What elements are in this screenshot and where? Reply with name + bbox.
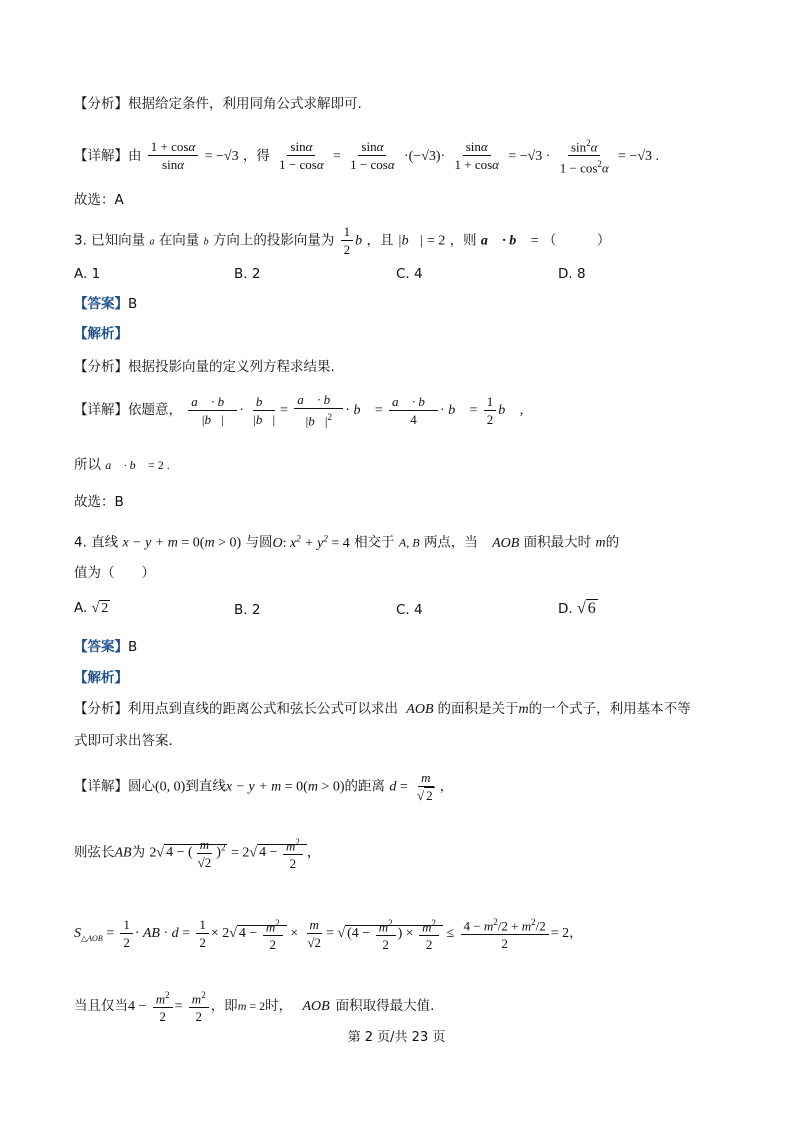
option-c: C. 4 [396,602,423,618]
formula: = 2 [550,926,570,942]
formula: = [280,403,288,419]
formula-fraction: $\frac{\sin\alpha}{1 + \cos\alpha}$ [454,139,499,173]
chord-line-4 [74,835,320,871]
choice-text: 故选：B [74,494,124,510]
vector-a: a [149,236,155,248]
formula: m = 2 [237,999,266,1014]
final-text: 当且仅当 [74,998,128,1015]
q3-stem-f: （ ） [542,232,611,249]
formula-fraction: $\frac{1}{2}$ [341,224,354,257]
analysis-text: 【分析】利用点到直线的距离公式和弦长公式可以求出 [74,701,398,717]
q4-stem-c: 相交于 [354,534,395,551]
area-line-4 [74,915,583,952]
choice-line-1 [74,190,124,210]
chord-text: 为 [131,844,146,861]
formula: 2√ 4 − ( $\frac{m}{√2}$ )$^2$ = 2√ 4 − $\frac{m^2}{2}$ [149,844,306,860]
formula-fraction: $\frac{b⃗}{|b⃗|}$ [253,393,276,427]
q4-stem-line2: 值为（ ） [74,565,155,581]
jiexi-line-3 [74,324,128,344]
final-text: 面积取得最大值. [335,998,435,1015]
option-b: B. 2 [234,602,261,618]
option-label: A. [74,600,88,616]
formula-fraction: $\frac{m}{√2}$ [307,916,322,950]
formula-fraction: $\frac{1}{2}$ [196,917,209,950]
formula: ， [569,925,583,942]
formula: 4 − [128,999,147,1015]
q4-stem-f: 的 [605,534,620,551]
q4-stem-a: 4. 直线 [74,534,119,551]
analysis-line-3 [74,357,335,377]
option-d: D. 8 [558,266,586,282]
option-a [74,600,110,617]
formula: m [595,535,606,551]
formula: d = [389,779,408,795]
formula: = −√3 · [508,148,551,164]
vector-b: b [203,236,209,248]
formula: · [239,403,244,419]
jiexi-tag: 【解析】 [74,670,128,686]
formula: AOB [492,535,520,551]
formula-fraction: $\frac{4 - m^2/2 + m^2/2}{2}$ [461,915,549,951]
formula-fraction: $\frac{a⃗ \cdot b⃗}{|b⃗|}$ [188,394,237,427]
answer-tag: 【答案】 [74,639,128,655]
formula-fraction: $\frac{a⃗ \cdot b⃗}{4}$ [389,394,438,427]
analysis-line-1 [74,94,362,114]
formula-fraction: $\frac{m}{√ 2}$ [417,770,433,803]
page-footer: 第 2 页/共 23 页 [347,1030,446,1045]
q3-stem-d: ，且 [366,232,394,249]
analysis-text: 式即可求出答案. [74,733,173,749]
formula: O: $x^2 + y^2 = 4$ [272,533,350,551]
final-text: ，即 [210,998,238,1015]
formula: = √ (4 − $\frac{m^2}{2}$ ) × $\frac{m^2}{2}$ ≤ [326,917,455,953]
question-4-stem [74,528,619,554]
q4-stem-e: 面积最大时 [523,534,592,551]
detail-label: 【详解】圆心 [74,778,155,795]
formula-fraction: $\frac{a⃗ \cdot b⃗}{|b⃗|^2}$ [294,392,343,428]
formula-fraction: $\frac{\sin\alpha}{1 - \cos\alpha}$ [279,139,324,173]
formula: ， [306,844,321,861]
formula: · AB · d = [134,926,191,942]
formula-fraction: $\frac{\sin\alpha}{1 - \cos\alpha}$ [350,139,395,173]
formula: = [332,148,341,164]
formula: a⃗ · b⃗ = 2 . [105,458,170,472]
formula-fraction: $\frac{1}{2}$ [120,917,133,950]
formula: x − y + m = 0(m > 0) [122,535,242,551]
formula: · b⃗ = [440,403,478,419]
answer-value: B [128,639,138,655]
formula-fraction: $\frac{\sin^2\alpha}{1 - \cos^2\alpha}$ [559,138,609,176]
formula: AOB [406,702,434,717]
formula-fraction: $\frac{m^2}{2}$ [153,988,173,1024]
answer-line-3 [74,294,137,314]
formula: ·(−√3)· [403,148,446,164]
formula: √ 2 [91,601,109,616]
formula: (0, 0) [155,779,186,795]
option-a: A. 1 [74,266,101,282]
formula: · b⃗ = [345,403,383,419]
detail-label: 【详解】由 [74,147,142,164]
detail-line-1 [74,136,659,176]
q4-stem-d: 两点，当 [423,534,478,551]
formula: b⃗ , [498,403,524,419]
detail-line-4 [74,770,453,803]
option-c: C. 4 [396,266,423,282]
formula-fraction: $\frac{1}{2}$ [484,394,497,427]
option-label: D. [558,601,573,617]
formula: x − y + m = 0(m > 0) [225,779,345,795]
jiexi-line-4 [74,668,128,688]
answer-tag: 【答案】 [74,296,128,312]
question-3-stem [74,224,610,257]
q3-stem-a: 3. 已知向量 [74,232,146,249]
q3-stem-b: 在向量 [158,232,200,249]
formula: a⃗ · b⃗ = [480,233,539,249]
formula: ， [439,778,454,795]
formula-fraction: $\frac{1 + \cos\alpha}{\sin\alpha}$ [148,139,199,172]
answer-value: B [128,296,138,312]
formula: |b⃗| = 2 [397,233,446,249]
answer-line-4 [74,637,137,657]
choice-line-3 [74,492,124,512]
analysis-line-4b [74,731,173,751]
jiexi-tag: 【解析】 [74,326,128,342]
formula: b [355,233,363,249]
detail-label: 【详解】依题意， [74,402,182,419]
formula-fraction: $\frac{m^2}{2}$ [189,988,209,1024]
analysis-line-4 [74,699,691,720]
detail-text: 的距离 [344,778,386,795]
detail-text: 到直线 [185,778,226,795]
formula: = [174,999,183,1015]
choice-text: 故选：A [74,192,124,208]
q3-stem-c: 方向上的投影向量为 [212,232,335,249]
option-b: B. 2 [234,266,261,282]
q3-stem-e: ，则 [449,232,477,249]
formula: $S_{\triangle AOB}$ = [74,926,115,943]
analysis-text: 【分析】根据投影向量的定义列方程求结果. [74,359,335,375]
formula: = −√3 . [618,148,660,164]
analysis-text: 的面积是关于 [437,701,519,717]
chord-text: 则弦长 [74,844,115,861]
formula: m [518,702,529,717]
detail-mid: ，得 [242,147,270,164]
final-line-4 [74,988,434,1024]
analysis-text: 的一个式子，利用基本不等 [528,701,691,717]
formula: AB [114,845,132,861]
formula: A, B [398,535,420,550]
formula: × 2√ 4 − $\frac{m^2}{2}$ × [210,917,299,953]
question-4-stem-line2 [74,563,155,583]
formula: = −√3 [204,148,239,164]
so-line-3 [74,455,170,475]
formula: AOB [302,999,330,1015]
q4-stem-b: 与圆 [245,534,273,551]
detail-line-3 [74,392,523,428]
formula: √ 6 [576,600,596,617]
option-d [558,600,598,618]
so-label: 所以 [74,457,101,473]
final-text: 时， [265,998,293,1015]
analysis-text: 【分析】根据给定条件，利用同角公式求解即可. [74,96,362,112]
